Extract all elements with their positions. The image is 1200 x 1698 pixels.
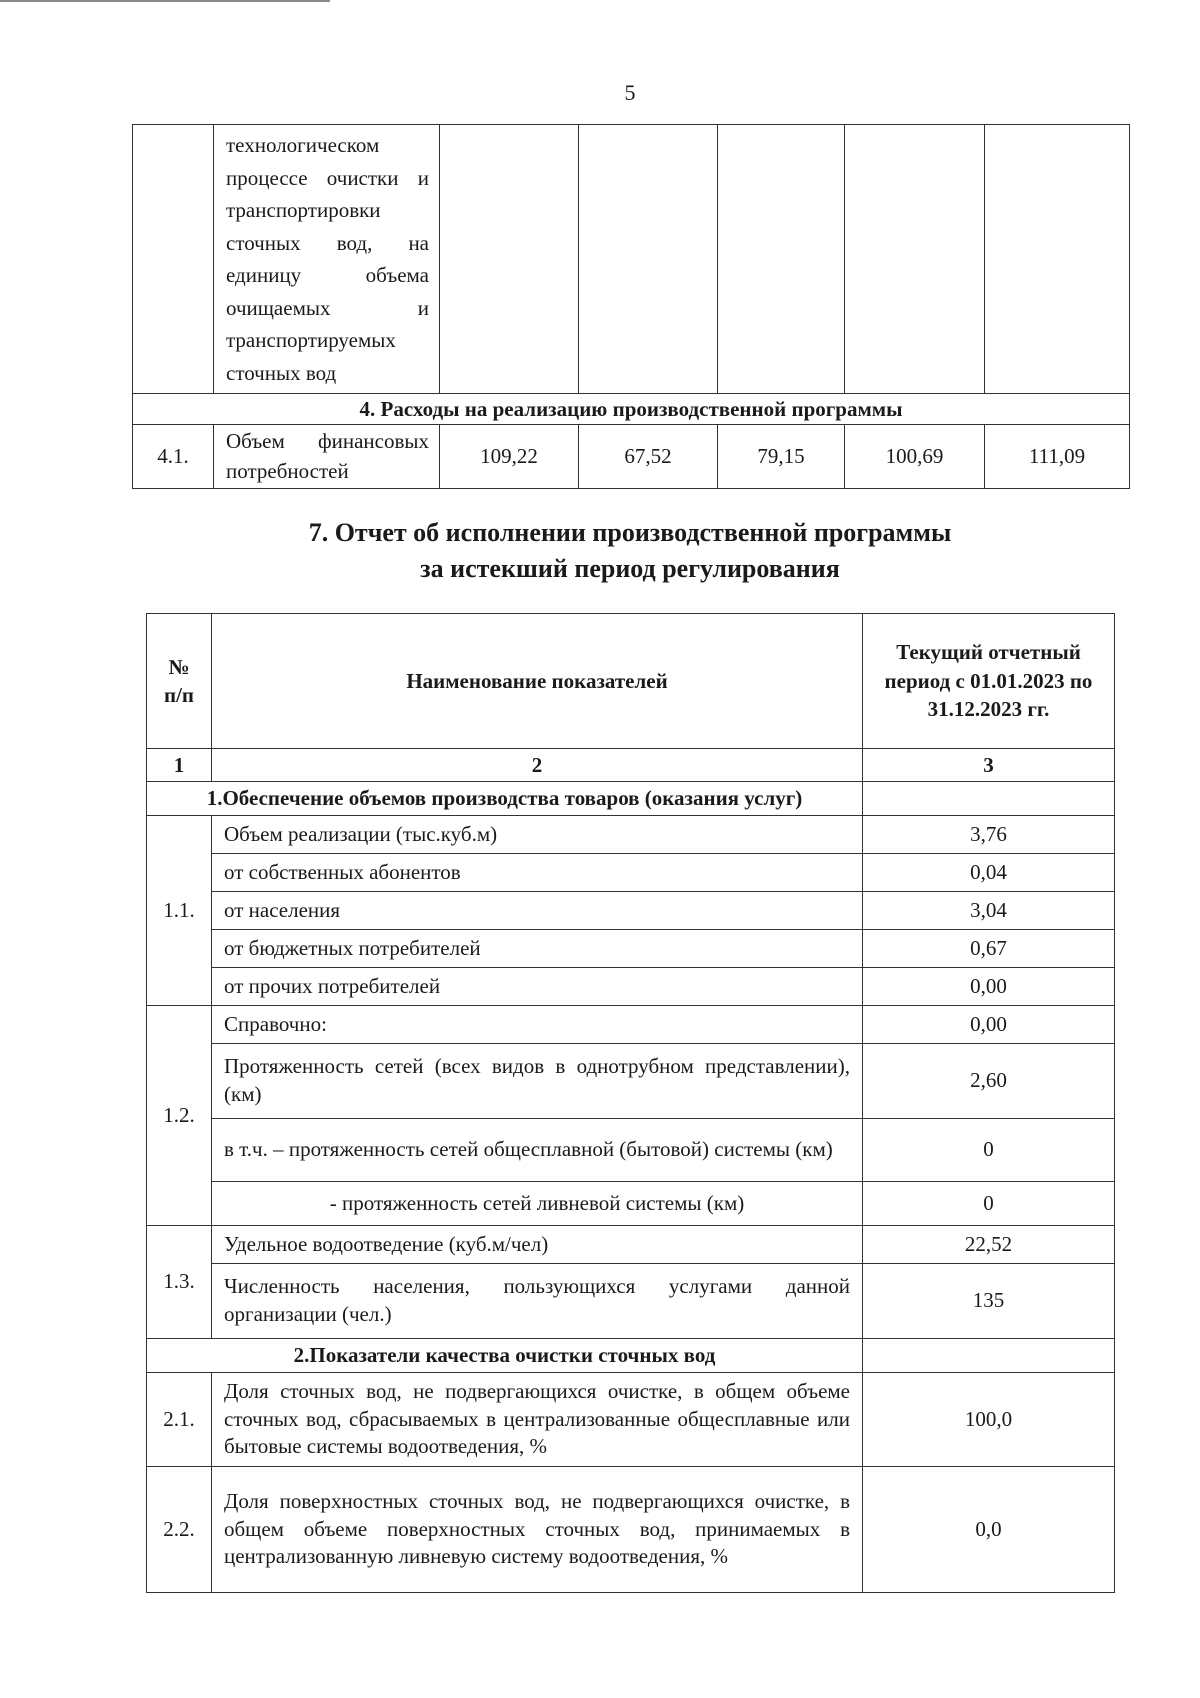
value-cell: 109,22	[440, 425, 579, 489]
value-cell	[440, 125, 579, 394]
indicator-value: 0	[863, 1119, 1115, 1182]
row-number-cell	[133, 125, 214, 394]
indicator-value: 0,00	[863, 1006, 1115, 1044]
value-cell	[845, 125, 985, 394]
report-table	[146, 613, 1115, 1593]
desc-line: сточных вод	[226, 360, 337, 385]
header-row	[147, 614, 1115, 749]
desc-line: транспортируемых	[226, 328, 396, 353]
table-row	[147, 1182, 1115, 1226]
indicator-label: Протяженность сетей (всех видов в однотрубном представлении), (км)	[212, 1044, 863, 1119]
indicator-label: Доля поверхностных сточных вод, не подвергающихся очистке, в общем объеме поверхностных сточных вод, принимаемых в централизованную ливневую систему водоотведения, %	[212, 1467, 863, 1593]
row-number-cell: 4.1.	[133, 425, 214, 489]
section-title: 1.Обеспечение объемов производства товаров (оказания услуг)	[147, 782, 863, 816]
header-period: Текущий отчетный период с 01.01.2023 по 31.12.2023 гг.	[863, 614, 1115, 749]
indicator-label: Численность населения, пользующихся услугами данной организации (чел.)	[212, 1264, 863, 1339]
indicator-label: от прочих потребителей	[212, 968, 863, 1006]
section-title: 4. Расходы на реализацию производственной программы	[133, 394, 1130, 425]
indicator-label: Объем реализации (тыс.куб.м)	[212, 816, 863, 854]
indicator-value: 100,0	[863, 1373, 1115, 1467]
indicator-value: 0,0	[863, 1467, 1115, 1593]
table-row	[147, 1119, 1115, 1182]
section-title: 2.Показатели качества очистки сточных вод	[147, 1339, 863, 1373]
indicator-description	[214, 425, 440, 489]
value-cell	[579, 125, 718, 394]
table-row	[133, 425, 1130, 489]
row-number-cell: 1.2.	[147, 1006, 212, 1226]
indicator-value: 3,04	[863, 892, 1115, 930]
row-number-cell: 2.2.	[147, 1467, 212, 1593]
indicator-value: 0,00	[863, 968, 1115, 1006]
indicator-label: от населения	[212, 892, 863, 930]
table-row	[147, 1226, 1115, 1264]
report-heading-line: за истекший период регулирования	[420, 554, 840, 583]
row-number-cell: 1.3.	[147, 1226, 212, 1339]
value-cell: 67,52	[579, 425, 718, 489]
header-number: № п/п	[147, 614, 212, 749]
column-number: 2	[212, 749, 863, 782]
column-numbers-row	[147, 749, 1115, 782]
table-row	[147, 930, 1115, 968]
section-value	[863, 1339, 1115, 1373]
indicator-label: от бюджетных потребителей	[212, 930, 863, 968]
page-number: 5	[624, 80, 636, 105]
row-number-cell: 2.1.	[147, 1373, 212, 1467]
continuation-table	[132, 124, 1130, 489]
scan-edge-line	[0, 0, 330, 2]
section-row	[147, 1339, 1115, 1373]
indicator-value: 3,76	[863, 816, 1115, 854]
indicator-value: 22,52	[863, 1226, 1115, 1264]
value-cell	[985, 125, 1130, 394]
column-number: 1	[147, 749, 212, 782]
table-row	[147, 1044, 1115, 1119]
value-cell: 100,69	[845, 425, 985, 489]
indicator-label: - протяженность сетей ливневой системы (км)	[212, 1182, 863, 1226]
desc-line: сточных вод, на	[226, 230, 429, 255]
value-cell: 79,15	[718, 425, 845, 489]
indicator-label: Доля сточных вод, не подвергающихся очистке, в общем объеме сточных вод, сбрасываемых в централизованные общесплавные или бытовые системы водоотведения, %	[212, 1373, 863, 1467]
indicator-value: 0,04	[863, 854, 1115, 892]
desc-line: потребностей	[226, 458, 349, 483]
indicator-label: Справочно:	[212, 1006, 863, 1044]
indicator-label: в т.ч. – протяженность сетей общесплавной (бытовой) системы (км)	[212, 1119, 863, 1182]
indicator-label: от собственных абонентов	[212, 854, 863, 892]
section-row	[147, 782, 1115, 816]
value-cell: 111,09	[985, 425, 1130, 489]
table-row	[147, 1467, 1115, 1593]
row-number-cell: 1.1.	[147, 816, 212, 1006]
desc-line: очищаемых и	[226, 295, 429, 320]
table-row	[133, 125, 1130, 394]
desc-line: транспортировки	[226, 198, 381, 223]
table-row	[147, 968, 1115, 1006]
report-heading	[0, 515, 1200, 587]
table-row	[147, 816, 1115, 854]
report-heading-line: 7. Отчет об исполнении производственной программы	[308, 518, 952, 547]
table-row	[147, 1373, 1115, 1467]
indicator-description	[214, 125, 440, 394]
indicator-value: 135	[863, 1264, 1115, 1339]
column-number: 3	[863, 749, 1115, 782]
indicator-value: 2,60	[863, 1044, 1115, 1119]
table-row	[147, 1006, 1115, 1044]
indicator-label: Удельное водоотведение (куб.м/чел)	[212, 1226, 863, 1264]
section-row	[133, 394, 1130, 425]
table-row	[147, 1264, 1115, 1339]
value-cell	[718, 125, 845, 394]
desc-line: Объем финансовых	[226, 429, 429, 454]
indicator-value: 0	[863, 1182, 1115, 1226]
desc-line: технологическом	[226, 133, 380, 157]
indicator-value: 0,67	[863, 930, 1115, 968]
desc-line: единицу объема	[226, 263, 429, 288]
section-value	[863, 782, 1115, 816]
table-row	[147, 892, 1115, 930]
desc-line: процессе очистки и	[226, 165, 429, 190]
header-name: Наименование показателей	[212, 614, 863, 749]
table-row	[147, 854, 1115, 892]
